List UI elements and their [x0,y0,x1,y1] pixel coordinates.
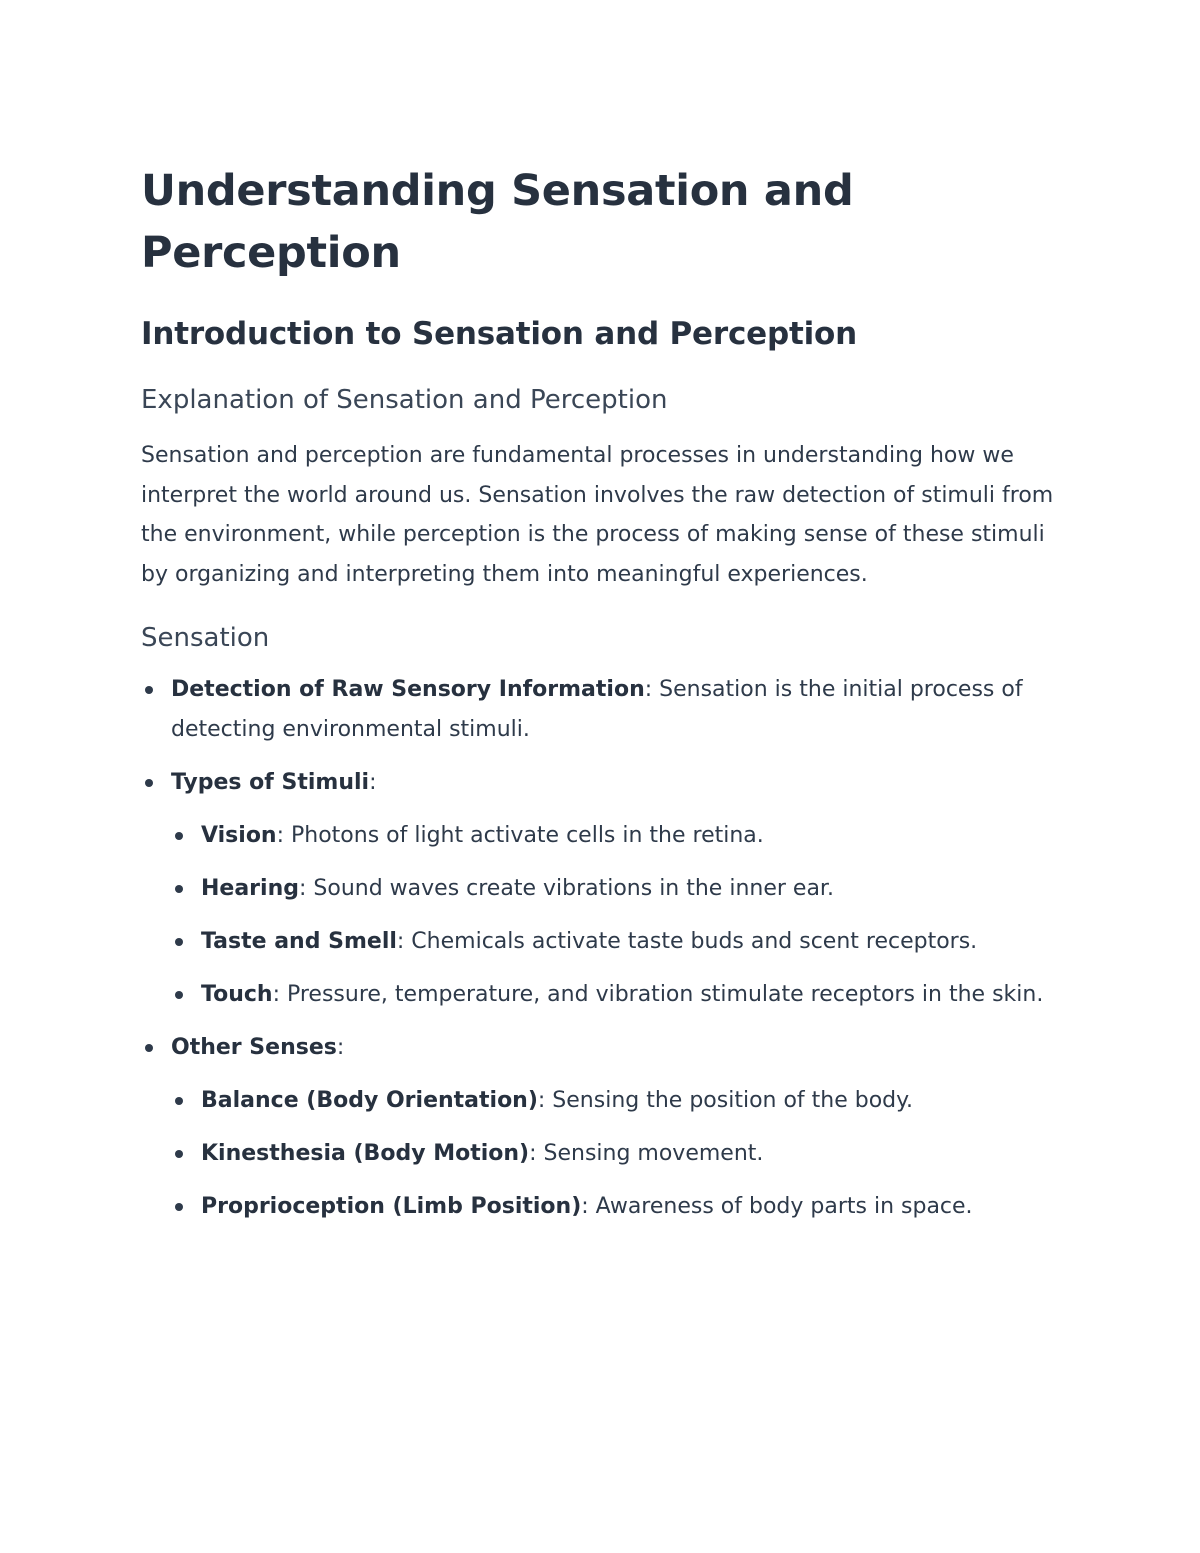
sublist-item-text: : Sensing the position of the body. [537,1088,914,1113]
list-item-text: : [369,770,377,795]
sublist-item [171,922,1071,962]
bullet-icon [145,1044,153,1052]
list-item [141,670,1071,750]
sublist-item-term: Kinesthesia (Body Motion) [201,1141,530,1166]
bullet-icon [145,686,153,694]
list-item-text: : Sensation is the initial process of detecting environmental stimuli. [171,677,1023,742]
sublist-item-term: Balance (Body Orientation) [201,1088,538,1113]
sublist-item-text: : Sound waves create vibrations in the inner ear. [298,876,834,901]
sublist-item [171,816,1071,856]
bullet-icon [175,1203,183,1211]
sublist-item [171,1081,1071,1121]
bullet-icon [175,938,183,946]
bullet-icon [175,1150,183,1158]
sublist-item-text: : Photons of light activate cells in the retina. [276,823,764,848]
stimuli-sublist [171,816,1071,1015]
list-item [141,763,1071,1015]
list-item-term: Types of Stimuli [171,770,370,795]
sensation-heading: Sensation [141,623,270,653]
sublist-item-term: Vision [201,823,277,848]
sublist-item [171,1187,1071,1227]
sublist-item-text: : Sensing movement. [529,1141,764,1166]
bullet-icon [175,885,183,893]
section-heading: Introduction to Sensation and Perception [141,316,857,352]
document-page [141,160,1071,1227]
intro-paragraph: Sensation and perception are fundamental processes in understanding how we interpret the world around us. Sensation involves the raw detection of stimuli from the environment, while perception is the process of making sense of these stimuli by organizing and interpreting them into meaningful experiences. [141,443,1054,587]
other-senses-sublist [171,1081,1071,1227]
list-item-term: Detection of Raw Sensory Information [171,677,645,702]
sublist-item-term: Proprioception (Limb Position) [201,1194,582,1219]
sublist-item [171,975,1071,1015]
bullet-icon [175,1097,183,1105]
document-title: Understanding Sensation and Perception [141,166,854,278]
sublist-item-text: : Chemicals activate taste buds and scent receptors. [396,929,978,954]
list-item [141,1028,1071,1227]
sublist-item-text: : Awareness of body parts in space. [581,1194,973,1219]
sublist-item-term: Touch [201,982,273,1007]
sublist-item-term: Hearing [201,876,299,901]
bullet-icon [175,832,183,840]
sublist-item [171,1134,1071,1174]
bullet-icon [175,991,183,999]
sensation-list [141,670,1071,1227]
sublist-item-text: : Pressure, temperature, and vibration stimulate receptors in the skin. [272,982,1044,1007]
sublist-item [171,869,1071,909]
bullet-icon [145,779,153,787]
sublist-item-term: Taste and Smell [201,929,397,954]
list-item-text: : [336,1035,345,1060]
subsection-heading: Explanation of Sensation and Perception [141,385,668,415]
list-item-term: Other Senses [171,1035,337,1060]
